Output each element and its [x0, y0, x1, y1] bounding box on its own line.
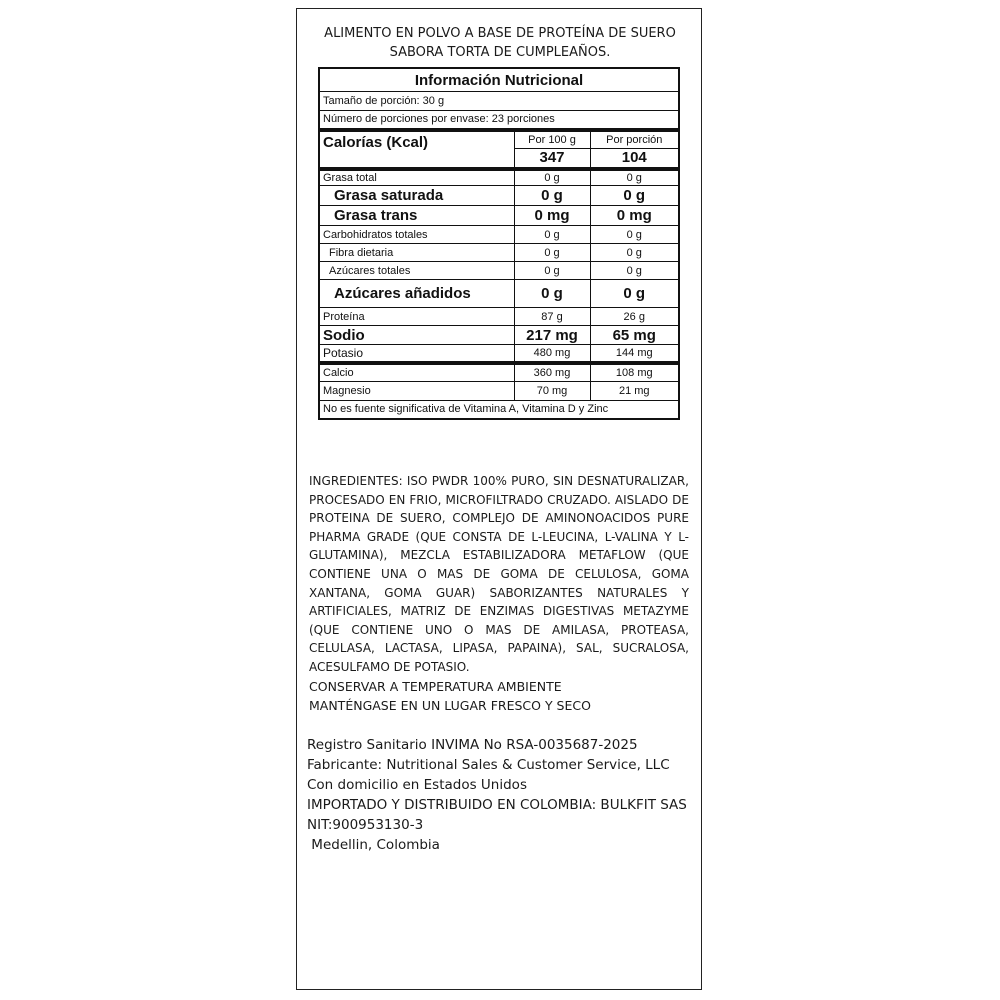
nutrition-header: Información Nutricional — [414, 71, 584, 89]
nutrient-name: Azúcares totales — [320, 262, 514, 280]
nutrient-per-100g: 0 g — [514, 186, 590, 206]
serving-size: Tamaño de porción: 30 g — [320, 92, 678, 111]
nutrient-per-100g: 0 g — [514, 244, 590, 262]
nutrient-per-serving: 0 g — [590, 169, 678, 186]
nutrient-row-saturated-fat — [320, 186, 678, 206]
manufacturer: Fabricante: Nutritional Sales & Customer Service, LLC — [307, 757, 670, 773]
nutrient-row-total-sugars — [320, 262, 678, 280]
nutrient-per-100g: 70 mg — [514, 382, 590, 401]
nutrient-row-carbohydrates — [320, 226, 678, 244]
nutrient-per-serving: 0 g — [590, 226, 678, 244]
invima-registration: Registro Sanitario INVIMA No RSA-0035687-2025 — [307, 737, 638, 753]
storage-line-dry-place: MANTÉNGASE EN UN LUGAR FRESCO Y SECO — [309, 698, 591, 713]
importer: IMPORTADO Y DISTRIBUIDO EN COLOMBIA: BULKFIT SAS — [307, 797, 687, 813]
nutrient-per-100g: 0 g — [514, 280, 590, 308]
nutrient-per-serving: 21 mg — [590, 382, 678, 401]
calories-per-serving: 104 — [590, 149, 678, 169]
column-header-per-serving: Por porción — [590, 130, 678, 149]
nutrient-per-serving: 26 g — [590, 308, 678, 326]
nutrient-per-serving: 0 mg — [590, 206, 678, 226]
nit-number: NIT:900953130-3 — [307, 817, 424, 833]
storage-instructions — [309, 677, 689, 715]
nutrient-per-serving: 0 g — [590, 262, 678, 280]
nutrient-per-100g: 217 mg — [514, 326, 590, 345]
nutrient-row-trans-fat — [320, 206, 678, 226]
nutrient-per-serving: 0 g — [590, 244, 678, 262]
calories-per-100g: 347 — [514, 149, 590, 169]
nutrient-per-100g: 0 g — [514, 226, 590, 244]
ingredients-text: INGREDIENTES: ISO PWDR 100% PURO, SIN DESNATURALIZAR, PROCESADO EN FRIO, MICROFILTRADO CRUZADO. AISLADO DE PROTEINA DE SUERO, COMPLEJO DE AMINONOACIDOS PURE PHARMA GRADE (QUE CONSTA DE L-LEUCINA, L-VALINA Y L-GLUTAMINA), MEZCLA ESTABILIZADORA METAFLOW (QUE CONTIENE UNA O MAS DE GOMA DE CELULOSA, GOMA XANTANA, GOMA GUAR) SABORIZANTES NATURALES Y ARTIFICIALES, MATRIZ DE ENZIMAS DIGESTIVAS METAZYME (QUE CONTIENE UNO O MAS DE AMILASA, PROTEASA, CELULASA, LACTASA, LIPASA, PAPAINA), SAL, SUCRALOSA, ACESULFAMO DE POTASIO. — [309, 474, 689, 674]
nutrient-row-potassium — [320, 345, 678, 363]
nutrient-per-serving: 0 g — [590, 186, 678, 206]
registry-info — [307, 735, 691, 855]
nutrient-row-added-sugars — [320, 280, 678, 308]
product-title-line-1: ALIMENTO EN POLVO A BASE DE PROTEÍNA DE SUERO — [324, 26, 676, 41]
nutrient-name: Sodio — [320, 326, 514, 345]
product-title-line-2: SABORA TORTA DE CUMPLEAÑOS. — [389, 45, 611, 60]
nutrient-name: Magnesio — [320, 382, 514, 401]
city: Medellin, Colombia — [307, 837, 440, 853]
nutrient-row-protein — [320, 308, 678, 326]
nutrient-name: Azúcares añadidos — [320, 280, 514, 308]
nutrient-per-serving: 65 mg — [590, 326, 678, 345]
nutrient-per-100g: 87 g — [514, 308, 590, 326]
nutrient-per-serving: 108 mg — [590, 363, 678, 382]
nutrient-name: Grasa trans — [320, 206, 514, 226]
storage-line-temperature: CONSERVAR A TEMPERATURA AMBIENTE — [309, 679, 562, 694]
calories-label: Calorías (Kcal) — [320, 130, 514, 169]
nutrient-name: Grasa saturada — [320, 186, 514, 206]
nutrient-row-total-fat — [320, 169, 678, 186]
servings-per-container: Número de porciones por envase: 23 porciones — [320, 111, 678, 130]
nutrient-name: Fibra dietaria — [320, 244, 514, 262]
nutrient-per-serving: 0 g — [590, 280, 678, 308]
nutrient-row-dietary-fiber — [320, 244, 678, 262]
nutrient-row-sodium — [320, 326, 678, 345]
nutrient-per-100g: 360 mg — [514, 363, 590, 382]
domicile: Con domicilio en Estados Unidos — [307, 777, 527, 793]
nutrient-name: Potasio — [320, 345, 514, 363]
nutrition-facts-table — [318, 67, 680, 420]
nutrient-per-100g: 0 g — [514, 262, 590, 280]
nutrient-row-magnesium — [320, 382, 678, 401]
nutrient-name: Grasa total — [320, 169, 514, 186]
nutrition-footnote: No es fuente significativa de Vitamina A, Vitamina D y Zinc — [320, 401, 678, 419]
product-label — [296, 8, 702, 990]
nutrient-per-100g: 0 mg — [514, 206, 590, 226]
nutrient-name: Carbohidratos totales — [320, 226, 514, 244]
nutrient-per-100g: 0 g — [514, 169, 590, 186]
column-header-per-100g: Por 100 g — [514, 130, 590, 149]
nutrient-per-serving: 144 mg — [590, 345, 678, 363]
nutrient-name: Calcio — [320, 363, 514, 382]
nutrient-name: Proteína — [320, 308, 514, 326]
nutrient-row-calcium — [320, 363, 678, 382]
nutrient-per-100g: 480 mg — [514, 345, 590, 363]
